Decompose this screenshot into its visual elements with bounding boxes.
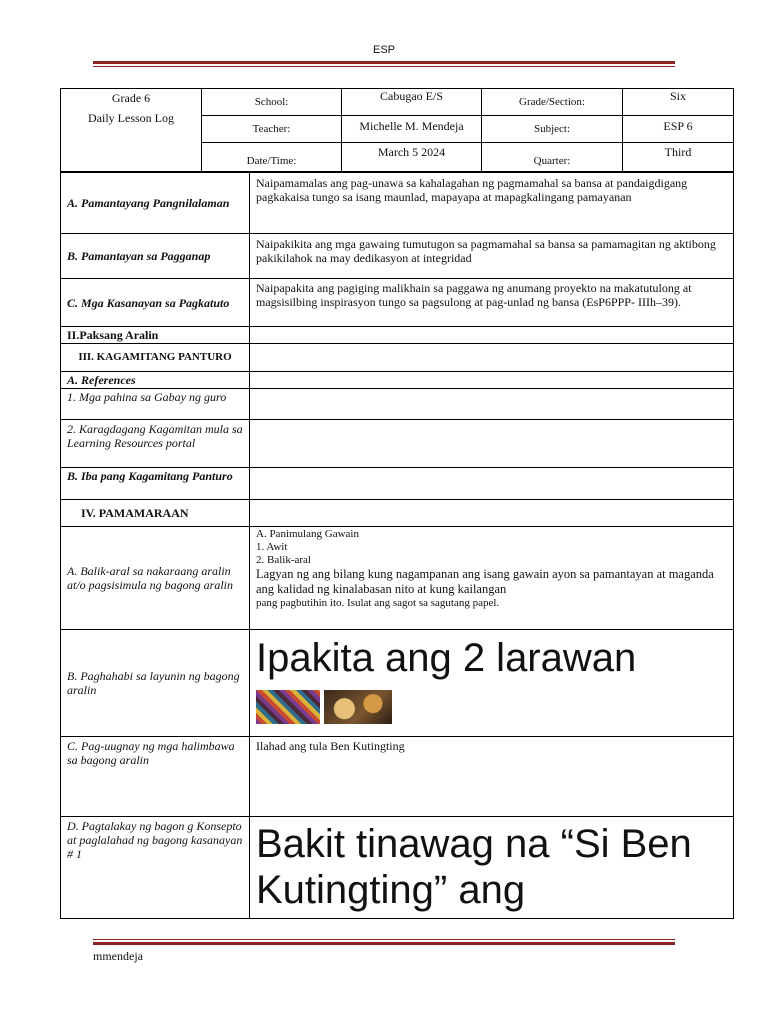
row-label: B. Iba pang Kagamitang Panturo — [61, 468, 250, 500]
pagtalakay-text: Bakit tinawag na “Si Ben Kutingting” ang — [256, 822, 692, 912]
grade-section-value: Six — [623, 89, 734, 116]
balik-line: pang pagbutihin ito. Isulat ang sagot sa sagutang papel. — [256, 597, 500, 609]
row-label: IV. PAMAMARAAN — [61, 500, 250, 527]
table-row — [61, 630, 734, 737]
table-row — [61, 817, 734, 919]
table-row — [61, 737, 734, 817]
footer-rule — [93, 939, 675, 945]
row-label: B. Pamantayan sa Pagganap — [61, 234, 250, 279]
quarter-label: Quarter: — [482, 143, 623, 172]
datetime-value: March 5 2024 — [342, 143, 482, 172]
row-label: A. References — [61, 372, 250, 389]
header-rule — [93, 61, 675, 67]
subject-label: Subject: — [482, 116, 623, 143]
row-value — [250, 389, 734, 420]
row-value — [250, 327, 734, 344]
table-row — [61, 279, 734, 327]
food-image — [324, 690, 392, 724]
row-value — [250, 372, 734, 389]
datetime-label: Date/Time: — [202, 143, 342, 172]
row-label: B. Paghahabi sa layunin ng bagong aralin — [61, 630, 250, 737]
row-label: A. Balik-aral sa nakaraang aralin at/o pagsisimula ng bagong aralin — [61, 527, 250, 630]
school-value: Cabugao E/S — [342, 89, 482, 116]
row-value — [250, 500, 734, 527]
row-label: D. Pagtalakay ng bagon g Konsepto at paglalahad ng bagong kasanayan # 1 — [61, 817, 250, 919]
row-value: Ilahad ang tula Ben Kutingting — [250, 737, 734, 817]
table-row — [61, 234, 734, 279]
balik-line: 2. Balik-aral — [256, 554, 311, 566]
row-label: A. Pamantayang Pangnilalaman — [61, 173, 250, 234]
row-value — [250, 527, 734, 630]
school-label: School: — [202, 89, 342, 116]
lesson-table — [60, 172, 734, 919]
teacher-value: Michelle M. Mendeja — [342, 116, 482, 143]
row-value: Naipapakita ang pagiging malikhain sa paggawa ng anumang proyekto na makatutulong at magsisilbing inspirasyon tungo sa pagsulong at pag-unlad ng bansa (EsP6PPP- IIIh–39). — [250, 279, 734, 327]
row-value — [250, 344, 734, 372]
teacher-label: Teacher: — [202, 116, 342, 143]
table-row — [61, 527, 734, 630]
row-label: 1. Mga pahina sa Gabay ng guro — [61, 389, 250, 420]
colorful-items-image — [256, 690, 320, 724]
table-row — [61, 173, 734, 234]
paghahabi-text: Ipakita ang 2 larawan — [256, 636, 637, 680]
table-row — [61, 500, 734, 527]
row-label: 2. Karagdagang Kagamitan mula sa Learning Resources portal — [61, 420, 250, 468]
image-row — [250, 690, 733, 724]
footer-author: mmendeja — [93, 949, 143, 963]
table-row — [61, 468, 734, 500]
row-value — [250, 420, 734, 468]
row-label: C. Pag-uugnay ng mga halimbawa sa bagong aralin — [61, 737, 250, 817]
row-value — [250, 468, 734, 500]
row-label: III. KAGAMITANG PANTURO — [61, 344, 250, 372]
table-row — [61, 420, 734, 468]
row-value — [250, 630, 734, 737]
grade-section-label: Grade/Section: — [482, 89, 623, 116]
info-table — [60, 88, 734, 172]
header-title: ESP — [372, 44, 395, 56]
subject-value: ESP 6 — [623, 116, 734, 143]
balik-line: Lagyan ng ang bilang kung nagampanan ang isang gawain ayon sa pamantayan at maganda ang kalidad ng kinalabasan nito at kung kailangan — [256, 567, 714, 596]
grade-label: Grade 6 — [111, 91, 151, 105]
table-row — [61, 389, 734, 420]
balik-line: A. Panimulang Gawain — [256, 528, 359, 540]
balik-line: 1. Awit — [256, 541, 288, 553]
grade-cell — [61, 89, 202, 172]
row-value — [250, 817, 734, 919]
log-title: Daily Lesson Log — [88, 111, 174, 125]
row-label: II.Paksang Aralin — [61, 327, 250, 344]
row-value: Naipakikita ang mga gawaing tumutugon sa pagmamahal sa bansa sa pamamagitan ng aktibong pakikilahok na may dedikasyon at integridad — [250, 234, 734, 279]
table-row — [61, 344, 734, 372]
table-row — [61, 327, 734, 344]
row-label: C. Mga Kasanayan sa Pagkatuto — [61, 279, 250, 327]
row-value: Naipamamalas ang pag-unawa sa kahalagahan ng pagmamahal sa bansa at pandaigdigang pagkakaisa tungo sa isang maunlad, mapayapa at mapagkalingang pamayanan — [250, 173, 734, 234]
quarter-value: Third — [623, 143, 734, 172]
table-row — [61, 372, 734, 389]
